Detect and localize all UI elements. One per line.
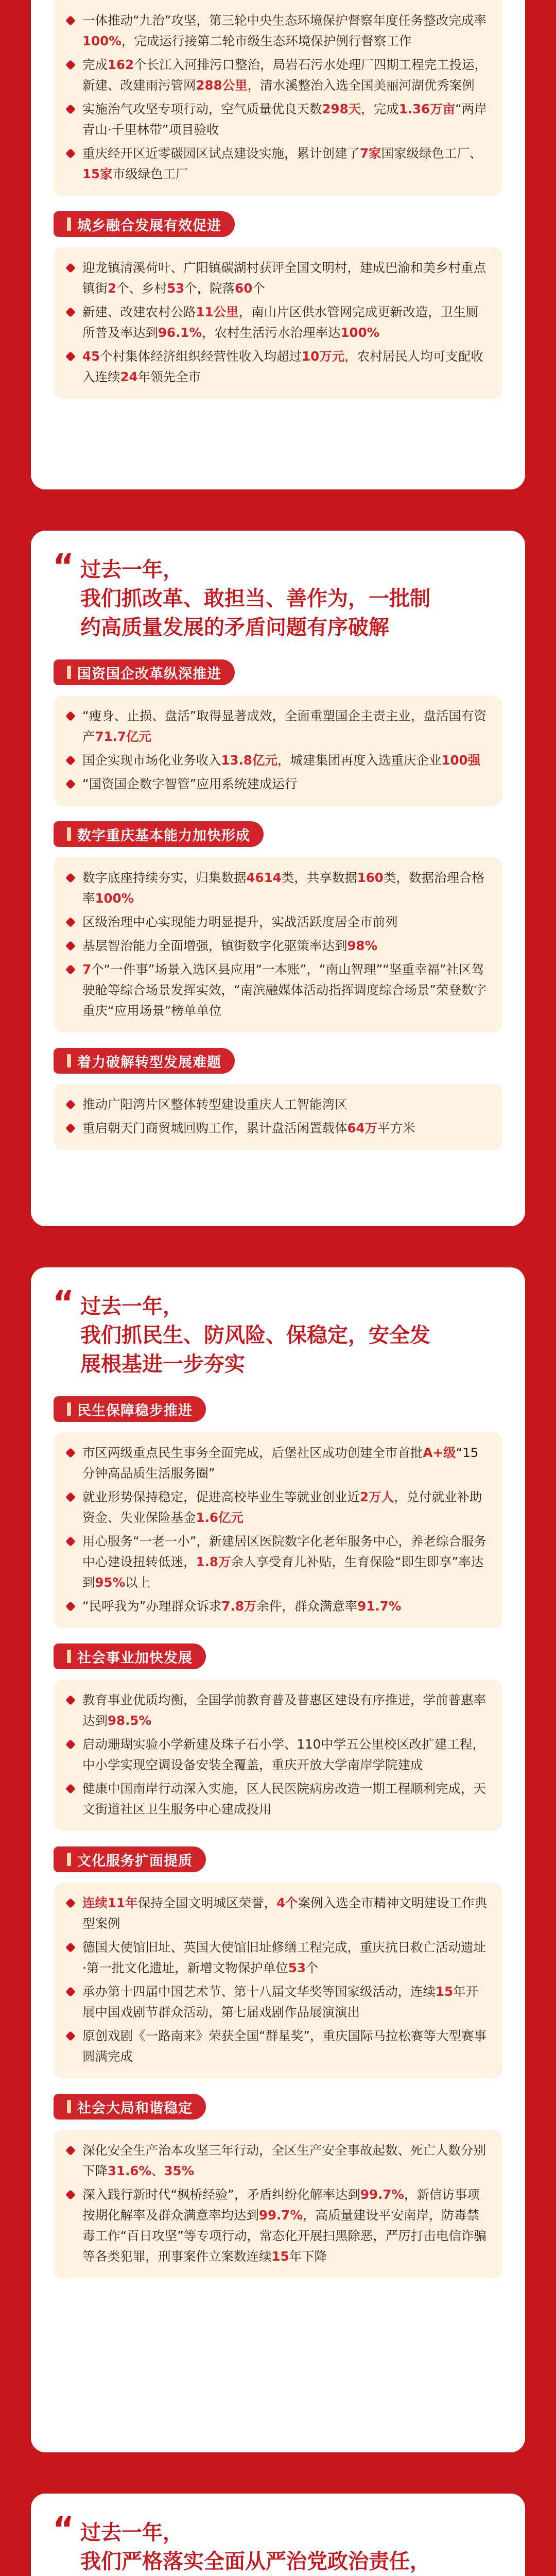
bullet-text: 余件，群众满意率 xyxy=(256,1599,358,1614)
bullet-text: 个 xyxy=(305,1960,319,1975)
bullet-text: 国家级绿色工厂、 xyxy=(381,146,482,161)
diamond-bullet-icon xyxy=(65,104,76,114)
soe-box xyxy=(54,696,502,806)
tag-label: 着力破解转型发展难题 xyxy=(77,1054,221,1071)
bullet-text: 平方米 xyxy=(377,1121,415,1136)
bullet-item xyxy=(67,1118,489,1139)
bullet-text: ，新信访事项按期化解率及群众满意率均达到 xyxy=(82,2187,480,2223)
highlight-figure: 24 xyxy=(120,369,138,384)
diamond-bullet-icon xyxy=(65,873,76,883)
bullet-text: 深化安全生产治本攻坚三年行动，全区生产安全事故起数、死亡人数分别下降 xyxy=(82,2143,486,2178)
bullet-text: 完成 xyxy=(82,57,108,72)
hero-line: 过去一年， xyxy=(80,558,183,582)
bullet-item xyxy=(67,1690,489,1731)
bullet-text: “瘦身、止损、盘活”取得显著成效，全面重塑国企主责主业，盘活国有资产 xyxy=(82,708,486,744)
tag-label: 民生保障稳步推进 xyxy=(77,1402,193,1419)
social-affairs-box xyxy=(54,1680,502,1831)
bullet-item xyxy=(67,1778,489,1820)
highlight-figure: 98% xyxy=(347,938,378,953)
diamond-bullet-icon xyxy=(65,1601,76,1612)
bullet-item xyxy=(67,99,489,140)
highlight-figure: 91.7% xyxy=(357,1599,402,1614)
diamond-bullet-icon xyxy=(65,711,76,721)
highlight-figure: 160 xyxy=(357,870,384,885)
highlight-figure: 13.8亿元 xyxy=(221,753,277,768)
bullet-text: 年下降 xyxy=(289,2249,327,2264)
highlight-figure: 35% xyxy=(164,2163,195,2178)
bullet-item xyxy=(67,302,489,343)
bullet-text: 数字底座持续夯实，归集数据 xyxy=(82,870,247,885)
bullet-text: 承办第十四届中国艺术节、第十八届文华奖等国家级活动，连续 xyxy=(82,1984,436,1999)
diamond-bullet-icon xyxy=(65,1123,76,1133)
bullet-item xyxy=(67,2140,489,2181)
bullet-text: 就业形势保持稳定，促进高校毕业生等就业创业近 xyxy=(82,1489,360,1504)
panel-party-governance xyxy=(31,2494,525,2576)
hero-line: 过去一年， xyxy=(80,1295,183,1318)
highlight-figure: 100% xyxy=(340,325,380,340)
bullet-item xyxy=(67,1937,489,1978)
diamond-bullet-icon xyxy=(65,1536,76,1547)
diamond-bullet-icon xyxy=(65,941,76,951)
bullet-item xyxy=(67,1734,489,1775)
bullet-item xyxy=(67,1487,489,1528)
bullet-text: ，南山片区供水管网完成更新改造，卫生厕所普及率达到 xyxy=(82,304,479,340)
tag-marker-icon xyxy=(67,1853,71,1866)
diamond-bullet-icon xyxy=(65,964,76,975)
diamond-bullet-icon xyxy=(65,307,76,317)
livelihood-box xyxy=(54,1432,502,1628)
tag-label: 社会事业加快发展 xyxy=(77,1650,193,1666)
bullet-text: 推动广阳湾片区整体转型建设重庆人工智能湾区 xyxy=(82,1097,348,1112)
bullet-text: 德国大使馆旧址、英国大使馆旧址修缮工程完成，重庆抗日救亡活动遗址·第一批文化遗址，新增文物保护单位 xyxy=(82,1940,486,1975)
bullet-item xyxy=(67,936,489,956)
quote-mark-icon: “ xyxy=(53,548,75,586)
bullet-item xyxy=(67,959,489,1021)
highlight-figure: 7.8万 xyxy=(221,1599,257,1614)
hero-livelihood xyxy=(31,1267,525,1393)
highlight-figure: 1.6亿元 xyxy=(196,1510,244,1525)
bullet-text: ，兑付就业补助资金、失业保险基金 xyxy=(82,1489,482,1525)
bullet-item xyxy=(67,10,489,52)
tag-urban-rural xyxy=(54,211,235,237)
bullet-item xyxy=(67,258,489,299)
highlight-figure: 96.1% xyxy=(158,325,202,340)
highlight-figure: 2万人 xyxy=(360,1489,394,1504)
panel-livelihood xyxy=(31,1267,525,2452)
highlight-figure: 4614 xyxy=(246,870,282,885)
bullet-text: 启动珊瑚实验小学新建及珠子石小学、110中学五公里校区改扩建工程，中小学实现空调设备安装全覆盖，重庆开放大学南岸学院建成 xyxy=(82,1737,485,1772)
diamond-bullet-icon xyxy=(65,351,76,362)
diamond-bullet-icon xyxy=(65,2031,76,2041)
bullet-item xyxy=(67,774,489,794)
bullet-item xyxy=(67,346,489,387)
bullet-text: 实施治气攻坚专项行动，空气质量优良天数 xyxy=(82,101,322,116)
hero-line: 约高质量发展的矛盾问题有序破解 xyxy=(80,616,389,639)
diamond-bullet-icon xyxy=(65,2190,76,2200)
bullet-item xyxy=(67,1596,489,1617)
diamond-bullet-icon xyxy=(65,1739,76,1750)
tag-label: 国资国企改革纵深推进 xyxy=(77,666,221,682)
highlight-figure: 95% xyxy=(95,1575,126,1590)
culture-box xyxy=(54,1883,502,2078)
highlight-figure: 1.36万亩 xyxy=(398,101,456,116)
bullet-text: 案例入选全市精神文明建设工作典型案例 xyxy=(82,1895,488,1931)
highlight-figure: 53 xyxy=(167,281,185,296)
tag-label: 数字重庆基本能力加快形成 xyxy=(77,827,250,844)
bullet-text: ，农村居民人均可支配收入连续 xyxy=(82,349,483,384)
hero-line: 我们抓改革、敢担当、善作为，一批制 xyxy=(80,587,430,611)
bullet-text: 个、乡村 xyxy=(116,281,167,296)
highlight-figure: 71.7亿元 xyxy=(95,729,151,744)
tag-marker-icon xyxy=(67,1650,71,1663)
bullet-text: 类，数据治理合格率 xyxy=(82,870,484,906)
highlight-figure: 288公里 xyxy=(196,78,248,93)
bullet-text: “国资国企数字智管”应用系统建成运行 xyxy=(82,776,298,791)
bullet-item xyxy=(67,912,489,933)
tag-label: 城乡融合发展有效促进 xyxy=(77,217,221,234)
bullet-item xyxy=(67,55,489,96)
bullet-text: ，清水溪整治入选全国美丽河湖优秀案例 xyxy=(247,78,475,93)
tag-label: 社会大局和谐稳定 xyxy=(77,2100,193,2116)
bullet-text: 重庆经开区近零碳园区试点建设实施，累计创建了 xyxy=(82,146,360,161)
bullet-text: ，高质量建设平安南岸，防毒禁毒工作“百日攻坚”等专项行动，常态化开展扫黑除恶，严厉打击电信诈骗等各类犯罪，刑事案件立案数连续 xyxy=(82,2208,486,2264)
diamond-bullet-icon xyxy=(65,755,76,766)
tag-marker-icon xyxy=(67,666,71,679)
bullet-text: “民呼我为”办理群众诉求 xyxy=(82,1599,222,1614)
bullet-text: “15分钟高品质生活服务圈” xyxy=(82,1445,479,1481)
bullet-text: ，农村生活污水治理率达 xyxy=(202,325,341,340)
bullet-item xyxy=(67,1094,489,1115)
highlight-figure: 100% xyxy=(95,891,134,906)
bullet-text: 迎龙镇清溪荷叶、广阳镇碳湖村获评全国文明村，建成巴渝和美乡村重点镇街 xyxy=(82,260,486,296)
bullet-text: 个长江入河排污口整治，局岩石污水处理厂四期工程完工投运，新建、改建雨污管网 xyxy=(82,57,488,93)
diamond-bullet-icon xyxy=(65,1448,76,1458)
diamond-bullet-icon xyxy=(65,15,76,26)
quote-mark-icon: “ xyxy=(53,1284,75,1323)
highlight-figure: 15家 xyxy=(82,166,113,181)
highlight-figure: 1.8万 xyxy=(196,1554,231,1569)
highlight-figure: 99.7% xyxy=(360,2187,404,2202)
bullet-item xyxy=(67,1893,489,1934)
bullet-text: 个，院落 xyxy=(184,281,235,296)
urban-rural-box xyxy=(54,247,502,399)
highlight-figure: 7家 xyxy=(360,146,381,161)
bullet-text: 基层智治能力全面增强，镇街数字化驱策率达到 xyxy=(82,938,348,953)
tag-marker-icon xyxy=(67,827,71,841)
bullet-text: 教育事业优质均衡，全国学前教育普及普惠区建设有序推进，学前普惠率达到 xyxy=(82,1692,486,1728)
bullet-item xyxy=(67,2184,489,2267)
bullet-text: 、 xyxy=(151,2163,164,2178)
tag-label: 文化服务扩面提质 xyxy=(77,1853,193,1869)
highlight-figure: 100强 xyxy=(441,753,481,768)
diamond-bullet-icon xyxy=(65,2145,76,2156)
bullet-text: 余人享受育儿补贴，生育保险“即生即享”率达到 xyxy=(82,1554,484,1590)
tag-marker-icon xyxy=(67,2100,71,2113)
tag-culture xyxy=(54,1846,206,1872)
highlight-figure: 10万元 xyxy=(302,349,345,364)
tag-marker-icon xyxy=(67,217,71,231)
highlight-figure: 2 xyxy=(108,281,117,296)
diamond-bullet-icon xyxy=(65,917,76,927)
diamond-bullet-icon xyxy=(65,779,76,789)
bullet-text: 类，共享数据 xyxy=(281,870,357,885)
hero-line: 我们抓民生、防风险、保稳定，安全发 xyxy=(80,1324,430,1347)
panel-ecology-rural xyxy=(31,0,525,489)
bullet-text: 一体推动“九治”攻坚，第三轮中央生态环境保护督察年度任务整改完成率 xyxy=(82,13,486,28)
hero-line: 展根基进一步夯实 xyxy=(80,1352,245,1376)
highlight-figure: 连续11年 xyxy=(82,1895,138,1910)
hero-line: 我们严格落实全面从严治党政治责任， xyxy=(80,2550,430,2573)
bullet-item xyxy=(67,1531,489,1593)
hero-party xyxy=(31,2494,525,2576)
highlight-figure: A+级 xyxy=(423,1445,456,1460)
bullet-text: “两岸青山·千里林带”项目验收 xyxy=(82,101,487,137)
highlight-figure: 4个 xyxy=(276,1895,298,1910)
bullet-item xyxy=(67,868,489,909)
diamond-bullet-icon xyxy=(65,1099,76,1110)
diamond-bullet-icon xyxy=(65,263,76,273)
highlight-figure: 100% xyxy=(82,33,121,48)
bullet-text: 国企实现市场化业务收入 xyxy=(82,753,221,768)
highlight-figure: 7 xyxy=(82,962,92,977)
bullet-text: 原创戏剧《一路南来》荣获全国“群星奖”，重庆国际马拉松赛等大型赛事圆满完成 xyxy=(82,2028,486,2064)
hero-line: 过去一年， xyxy=(80,2521,183,2545)
bullet-text: 以上 xyxy=(125,1575,151,1590)
bullet-text: 市级绿色工厂 xyxy=(112,166,188,181)
highlight-figure: 45 xyxy=(82,349,100,364)
highlight-figure: 60 xyxy=(235,281,253,296)
quote-mark-icon: “ xyxy=(53,2511,75,2549)
bullet-text: 区级治理中心实现能力明显提升，实战活跃度居全市前列 xyxy=(82,914,398,929)
bullet-text: 个村集体经济组织经营性收入均超过 xyxy=(100,349,302,364)
bullet-text: 年开展中国戏剧节群众活动，第七届戏剧作品展演演出 xyxy=(82,1984,479,2020)
tag-marker-icon xyxy=(67,1402,71,1416)
highlight-figure: 15 xyxy=(271,2249,289,2264)
bullet-item xyxy=(67,143,489,184)
tag-stability xyxy=(54,2094,206,2120)
digital-box xyxy=(54,857,502,1032)
diamond-bullet-icon xyxy=(65,1898,76,1908)
bullet-text: 重启朝天门商贸城回购工作，累计盘活闲置载体 xyxy=(82,1121,348,1136)
highlight-figure: 15 xyxy=(436,1984,454,1999)
highlight-figure: 99.7% xyxy=(259,2208,303,2223)
tag-transformation xyxy=(54,1048,235,1074)
tag-marker-icon xyxy=(67,1054,71,1067)
bullet-text: ，完成运行接第二轮市级生态环境保护例行督察工作 xyxy=(121,33,412,48)
diamond-bullet-icon xyxy=(65,60,76,70)
diamond-bullet-icon xyxy=(65,1784,76,1794)
tag-soe-reform xyxy=(54,659,235,685)
stability-box xyxy=(54,2130,502,2278)
bullet-item xyxy=(67,1981,489,2023)
diamond-bullet-icon xyxy=(65,148,76,159)
bullet-text: 用心服务“一老一小”，新建居区医院数字化老年服务中心，养老综合服务中心建设扭转低迷， xyxy=(82,1534,486,1569)
diamond-bullet-icon xyxy=(65,1695,76,1705)
bullet-text: ，完成 xyxy=(361,101,399,116)
tag-digital-chongqing xyxy=(54,821,264,847)
highlight-figure: 53 xyxy=(288,1960,306,1975)
highlight-figure: 162 xyxy=(108,57,134,72)
bullet-text: 保持全国文明城区荣誉， xyxy=(137,1895,277,1910)
ecology-box xyxy=(54,0,502,196)
bullet-text: 新建、改建农村公路 xyxy=(82,304,196,319)
tag-livelihood xyxy=(54,1396,206,1422)
transformation-box xyxy=(54,1084,502,1150)
bullet-text: ，城建集团再度入选重庆企业 xyxy=(277,753,442,768)
bullet-text: 深入践行新时代“枫桥经验”，矛盾纠纷化解率达到 xyxy=(82,2187,360,2202)
diamond-bullet-icon xyxy=(65,1987,76,1997)
bullet-text: 个“一件事”场景入选区县应用“一本账”，“南山智理”“坚重幸福”社区驾驶舱等综合场景发挥实效，“南滨融媒体活动指挥调度综合场景”荣登数字重庆“应用场景”榜单单位 xyxy=(82,962,486,1018)
bullet-item xyxy=(67,750,489,771)
bullet-text: 健康中国南岸行动深入实施，区人民医院病房改造一期工程顺利完成，天文街道社区卫生服务中心建成投用 xyxy=(82,1781,486,1817)
highlight-figure: 98.5% xyxy=(108,1713,151,1728)
diamond-bullet-icon xyxy=(65,1942,76,1953)
tag-social-affairs xyxy=(54,1643,206,1669)
bullet-text: 个 xyxy=(252,281,265,296)
highlight-figure: 298天 xyxy=(322,101,361,116)
hero-reform xyxy=(31,531,525,656)
highlight-figure: 31.6% xyxy=(108,2163,151,2178)
bullet-item xyxy=(67,1443,489,1484)
bullet-text: 年领先全市 xyxy=(137,369,201,384)
bullet-item xyxy=(67,706,489,747)
bullet-text: 市区两级重点民生事务全面完成，后堡社区成功创建全市首批 xyxy=(82,1445,423,1460)
highlight-figure: 11公里 xyxy=(196,304,239,319)
bullet-item xyxy=(67,2026,489,2067)
panel-reform xyxy=(31,531,525,1226)
highlight-figure: 64万 xyxy=(347,1121,378,1136)
diamond-bullet-icon xyxy=(65,1492,76,1502)
